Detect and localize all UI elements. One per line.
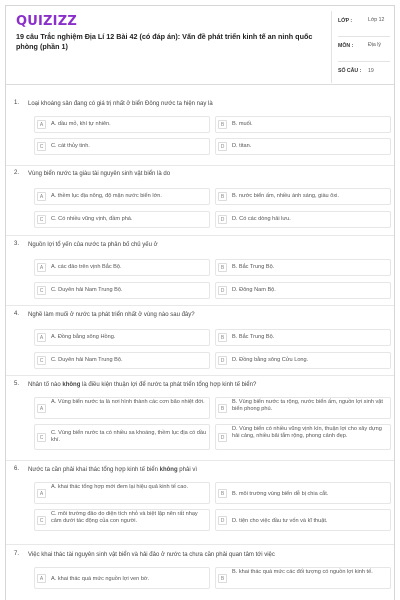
option-letter: A <box>37 263 46 272</box>
option-text: D. Đồng bằng sông Cửu Long. <box>232 357 309 363</box>
option-c[interactable] <box>34 424 210 450</box>
question-text-part: Nước ta cần phải khai thác tổng hợp kinh tế biển <box>28 467 160 473</box>
option-d[interactable] <box>215 138 391 155</box>
option-letter: D <box>218 433 227 442</box>
question-number: 4. <box>14 311 20 317</box>
question-number: 2. <box>14 170 20 176</box>
question-text: Nghề làm muối ở nước ta phát triển nhất ở vùng nào sau đây? <box>28 312 195 318</box>
subject-value: Địa lý <box>368 42 381 48</box>
question-text-emphasis: không <box>159 467 178 473</box>
option-a[interactable] <box>34 116 210 133</box>
option-c[interactable] <box>34 211 210 228</box>
question-text: Nguồn lợi tổ yến của nước ta phân bố chủ yếu ở <box>28 242 158 248</box>
option-text: A. khai thác quá mức nguồn lợi ven bờ. <box>51 576 150 582</box>
option-d[interactable] <box>215 352 391 369</box>
option-letter: B <box>218 404 227 413</box>
option-text: B. nước biển ấm, nhiều ánh sáng, giàu ôxi. <box>232 193 339 199</box>
question-number: 3. <box>14 241 20 247</box>
question-text: Vùng biển nước ta giàu tài nguyên sinh vật biển là do <box>28 171 171 177</box>
option-text: B. Bắc Trung Bộ. <box>232 264 275 270</box>
option-a[interactable] <box>34 329 210 346</box>
option-text: A. thềm lục địa nông, độ mặn nước biển lớn. <box>51 193 162 199</box>
option-letter: B <box>218 333 227 342</box>
option-text: A. Vùng biển nước ta là nơi hình thành các cơn bão nhiệt đới. <box>51 399 205 405</box>
option-text: D. tiện cho việc đầu tư vốn và kĩ thuật. <box>232 518 328 524</box>
option-text: B. Bắc Trung Bộ. <box>232 334 275 340</box>
option-c[interactable] <box>34 509 210 531</box>
count-value: 19 <box>368 68 374 74</box>
question-text-part: Nhân tố nào <box>28 382 63 388</box>
option-letter: A <box>37 333 46 342</box>
option-text: D. Đông Nam Bộ. <box>232 287 276 293</box>
option-text: B. khai thác quá mức các đối tượng có nguồn lợi kinh tế. <box>232 569 373 575</box>
option-text: A. dầu mỏ, khí tự nhiên. <box>51 121 111 127</box>
option-text: D. Có các dòng hải lưu. <box>232 216 291 222</box>
question-number: 6. <box>14 466 20 472</box>
option-c[interactable] <box>34 138 210 155</box>
option-a[interactable] <box>34 397 210 419</box>
question-text: Việc khai thác tài nguyên sinh vật biển và hải đảo ở nước ta chưa cần phải quan tâm tới việc <box>28 552 275 558</box>
option-c[interactable] <box>34 282 210 299</box>
option-d[interactable] <box>215 424 391 450</box>
option-letter: D <box>218 215 227 224</box>
question-text-part: phải vì <box>177 467 197 473</box>
option-letter: B <box>218 574 227 583</box>
question-number: 7. <box>14 551 20 557</box>
quizizz-logo[interactable]: QUIZIZZ <box>16 14 77 29</box>
option-letter: B <box>218 120 227 129</box>
option-text: A. Đồng bằng sông Hồng. <box>51 334 116 340</box>
option-letter: A <box>37 574 46 583</box>
option-b[interactable] <box>215 259 391 276</box>
option-letter: B <box>218 263 227 272</box>
question-number: 5. <box>14 381 20 387</box>
class-value: Lớp 12 <box>368 17 385 23</box>
option-letter: C <box>37 433 46 442</box>
option-d[interactable] <box>215 282 391 299</box>
question-number: 1. <box>14 100 20 106</box>
option-a[interactable] <box>34 259 210 276</box>
question-text <box>28 466 388 474</box>
option-c[interactable] <box>34 352 210 369</box>
option-text: D. titan. <box>232 143 252 149</box>
option-letter: C <box>37 142 46 151</box>
option-b[interactable] <box>215 116 391 133</box>
option-text: A. khai thác tổng hợp mới đem lại hiệu quả kinh tế cao. <box>51 484 189 490</box>
option-letter: A <box>37 404 46 413</box>
option-b[interactable] <box>215 188 391 205</box>
subject-label: MÔN : <box>338 43 354 49</box>
option-letter: D <box>218 286 227 295</box>
option-b[interactable] <box>215 482 391 504</box>
option-letter: D <box>218 516 227 525</box>
option-text: C. Duyên hải Nam Trung Bộ. <box>51 357 123 363</box>
option-letter: C <box>37 215 46 224</box>
option-text: C. Duyên hải Nam Trung Bộ. <box>51 287 123 293</box>
question-text-emphasis: không <box>62 382 81 388</box>
question-divider <box>6 544 395 545</box>
option-letter: C <box>37 286 46 295</box>
worksheet-page <box>5 5 395 600</box>
worksheet-header <box>6 6 395 84</box>
option-text: B. Vùng biển nước ta rộng, nước biển ấm, nguồn lợi sinh vật biển phong phú. <box>232 399 383 412</box>
question-text-part: là điều kiện thuận lợi để nước ta phát triển tổng hợp kinh tế biển? <box>80 382 257 388</box>
option-letter: D <box>218 142 227 151</box>
option-letter: A <box>37 192 46 201</box>
count-label: SỐ CÂU : <box>338 68 362 74</box>
option-a[interactable] <box>34 567 210 589</box>
option-a[interactable] <box>34 188 210 205</box>
option-letter: A <box>37 489 46 498</box>
option-text: C. Có nhiều vũng vịnh, đầm phá. <box>51 216 133 222</box>
option-text: A. các đảo trên vịnh Bắc Bộ. <box>51 264 122 270</box>
option-letter: C <box>37 516 46 525</box>
question-divider <box>6 165 395 166</box>
option-a[interactable] <box>34 482 210 504</box>
option-text: B. muối. <box>232 121 253 127</box>
question-divider <box>6 460 395 461</box>
question-text: Loại khoáng sản đang có giá trị nhất ở biển Đông nước ta hiện nay là <box>28 101 213 107</box>
question-divider <box>6 305 395 306</box>
option-letter: D <box>218 356 227 365</box>
option-text: B. môi trường vùng biển dễ bị chia cắt. <box>232 491 329 497</box>
question-divider <box>6 375 395 376</box>
worksheet-title: 19 câu Trắc nghiệm Địa Lí 12 Bài 42 (có đáp án): Vấn đề phát triển kinh tế an ninh quốc phòng (phần 1) <box>16 32 313 51</box>
option-text: C. Vùng biển nước ta có nhiều sa khoáng, thềm lục địa có dầu khí. <box>51 430 207 443</box>
option-d[interactable] <box>215 509 391 531</box>
option-b[interactable] <box>215 567 391 589</box>
class-label: LỚP : <box>338 18 353 24</box>
question-text <box>28 381 388 389</box>
option-letter: A <box>37 120 46 129</box>
option-letter: C <box>37 356 46 365</box>
option-text: D. Vùng biển có nhiều vũng vịnh kín, thuận lợi cho xây dựng hải cảng, nhiều bãi tắm rộng, phong cảnh đẹp. <box>232 426 382 439</box>
option-letter: B <box>218 489 227 498</box>
meta-divider <box>338 61 390 62</box>
question-divider <box>6 235 395 236</box>
option-b[interactable] <box>215 329 391 346</box>
meta-divider <box>338 36 390 37</box>
option-text: C. cát thủy tinh. <box>51 143 90 149</box>
option-text: C. môi trường đảo do diện tích nhỏ và biệt lập nên rất nhạy cảm dưới tác động của con người. <box>51 511 198 524</box>
option-d[interactable] <box>215 211 391 228</box>
header-divider <box>331 11 332 83</box>
option-b[interactable] <box>215 397 391 419</box>
header-divider <box>6 84 395 85</box>
option-letter: B <box>218 192 227 201</box>
